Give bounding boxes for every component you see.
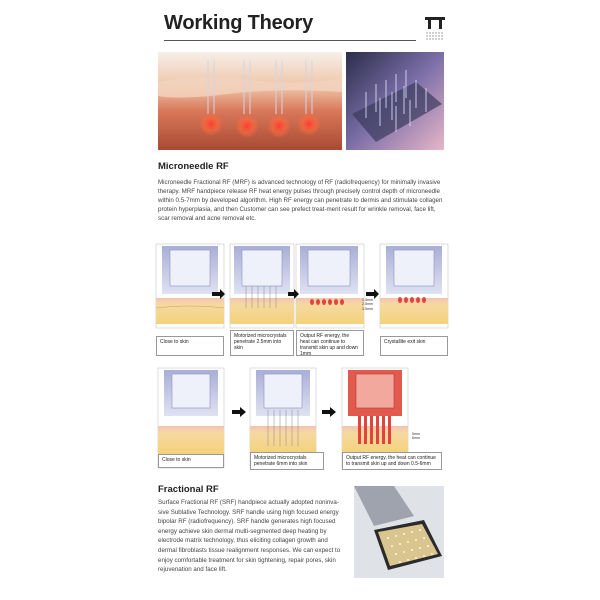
fractional-handpiece-photo bbox=[354, 486, 444, 578]
arrow-icon bbox=[232, 407, 246, 417]
page-title: Working Theory bbox=[164, 12, 314, 34]
step-caption: Output RF energy, the heat can continue to transmit skin up and down 0.5-6mm bbox=[342, 452, 442, 470]
depth-value: 6mm bbox=[412, 436, 420, 441]
depth-label-row1 bbox=[362, 298, 373, 311]
depth-value: 1.5mm bbox=[362, 298, 373, 302]
step-caption: Output RF energy, the heat can continue to transmit skin up and down 1mm bbox=[296, 330, 364, 356]
depth-value: 3.5mm bbox=[362, 306, 373, 311]
depth-value: 5mm bbox=[412, 432, 420, 436]
step-frame-1 bbox=[156, 244, 224, 328]
depth-label-row2 bbox=[412, 432, 420, 441]
step-caption: Motorized microcrystals penetrate 2.5mm into skin bbox=[230, 330, 294, 356]
step-caption: Crystallite exit skin bbox=[380, 336, 448, 356]
arrow-icon bbox=[322, 407, 336, 417]
product-page bbox=[150, 0, 450, 600]
step-caption: Close to skin bbox=[156, 336, 224, 356]
fractional-description: Surface Fractional RF (SRF) handpiece actually adopted noninva-sive Sublative Technology. SRF handle using high focused energy bipolar RF (radiofrequency). SRF handle generates high focused energy achieve skin dermal multi-segmented deep heating by electrode matrix technology, thus eliciting collagen growth and dermal fibroblasts tissue realignment responses. We can expect to enjoy comfortable treatment for skin tightening, repair pores, skin rejuvenation and face lift. bbox=[158, 499, 341, 574]
title-underline bbox=[164, 40, 416, 41]
microneedle-skin-photo bbox=[158, 52, 342, 150]
step-frame-5 bbox=[158, 368, 224, 468]
step-frame-2 bbox=[230, 244, 294, 328]
brand-logo-icon bbox=[424, 16, 446, 42]
step-frame-3 bbox=[296, 244, 364, 328]
microneedle-heading: Microneedle RF bbox=[158, 161, 229, 172]
step-caption: Motorized microcrystals penetrate 6mm into skin bbox=[250, 452, 324, 470]
fractional-heading: Fractional RF bbox=[158, 484, 219, 495]
step-frame-4 bbox=[380, 244, 448, 328]
needle-array-photo bbox=[346, 52, 444, 150]
depth-value: 2.5mm bbox=[362, 302, 373, 307]
step-caption: Close to skin bbox=[158, 454, 224, 468]
microneedle-description: Microneedle Fractional RF (MRF) is advanced technology of RF (radiofrequency) for minimally invasive therapy. MRF handpiece release RF heat energy pulses through precisely control depth of microneedle within 0.5-7mm by developed algorithm. High RF energy can penetrate to dermis and stimulate collagen protein hyperplasia, and then Customer can see prefect treat-ment result for wrinkle removal, face lift, scar removal and acne removal etc. bbox=[158, 179, 443, 222]
